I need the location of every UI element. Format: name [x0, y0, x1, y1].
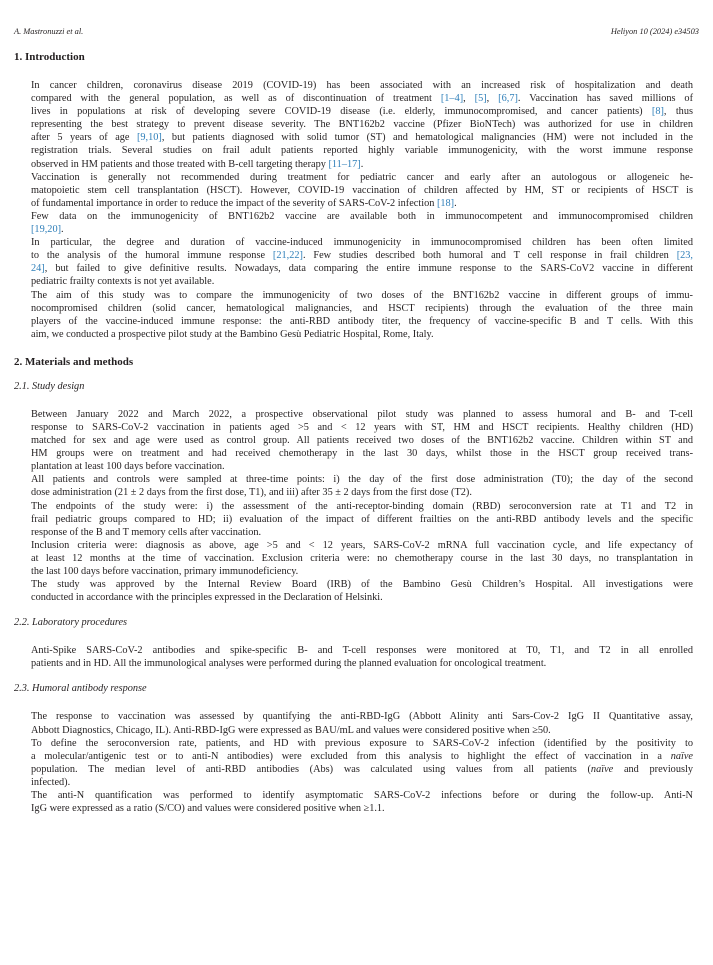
text-line: registration trials. Several studies on frail adult patients reported highly variable immunogenicity, with the worst immune response	[31, 145, 693, 157]
text-line: 24], but failed to give definitive results. Nowadays, data comparing the entire immune response to the SARS-CoV2 vaccine in different	[31, 263, 693, 275]
subsection-heading-study-design: 2.1. Study design	[14, 380, 85, 392]
text-line: compared with the general population, as well as of discontinuation of treatment [1–4], [5], [6,7]. Vaccination has saved millions of	[31, 93, 693, 105]
text-line: The anti-N quantification was performed to identify asymptomatic SARS-CoV-2 infections before or during the follow-up. Anti-N	[31, 790, 693, 802]
text-line: matopoietic stem cell transplantation (HSCT). However, COVID-19 vaccination of children affected by HM, ST or recipients of HSCT is	[31, 184, 693, 196]
text-line: a molecular/antigenic test or to anti-N antibodies) were excluded from this analysis to highlight the effect of vaccination in a naïve	[31, 750, 693, 762]
text-line: response to SARS-CoV-2 vaccination in patients aged >5 and < 12 years with ST, HM and HSCT recipients. Healthy children (HD)	[31, 421, 693, 433]
text-line: Few data on the immunogenicity of BNT162b2 vaccine are available both in immunocompetent and immunocompromised children	[31, 210, 693, 222]
text-line: patients and in HD. All the immunological analyses were performed during the planned evaluation for oncological treatment.	[31, 658, 547, 670]
text-line: response of the B and T memory cells after vaccination.	[31, 526, 262, 538]
text-line: dose administration (21 ± 2 days from the first dose, T1), and iii) after 35 ± 2 days from the first dose (T2).	[31, 487, 472, 499]
text-line: The study was approved by the Internal Review Board (IRB) of the Bambino Gesù Children’s Hospital. All investigations were	[31, 579, 693, 591]
text-line: Abbott Diagnostics, Chicago, IL). Anti-RBD-IgG were expressed as BAU/mL and values were considered positive when ≥50.	[31, 724, 551, 736]
running-header	[14, 27, 699, 39]
subsection-heading-humoral-antibody-response: 2.3. Humoral antibody response	[14, 683, 147, 695]
section-heading-methods: 2. Materials and methods	[14, 355, 134, 368]
design-paragraph-5	[14, 578, 693, 604]
subsection-heading-laboratory-procedures: 2.2. Laboratory procedures	[14, 617, 128, 629]
design-paragraph-1	[14, 408, 693, 473]
text-line: aim, we conducted a prospective pilot study at the Bambino Gesù Pediatric Hospital, Rome, Italy.	[31, 328, 434, 340]
text-line: In cancer children, coronavirus disease 2019 (COVID-19) has been associated with an increased risk of hospitalization and death	[31, 80, 693, 91]
design-paragraph-3	[14, 500, 693, 539]
text-line: lives in populations at risk of developing severe COVID-19 disease (i.e. elderly, immunocompromised, and cancer patients) [8], thus	[31, 106, 693, 118]
text-line: observed in HM patients and those treated with B-cell targeting therapy [11–17].	[31, 158, 364, 170]
text-line: All patients and controls were sampled at three-time points: i) the day of the first dose administration (T0); the day of the second	[31, 474, 693, 486]
design-paragraph-2	[14, 473, 693, 499]
running-header-authors: A. Mastronuzzi et al.	[14, 27, 84, 36]
text-line: Between January 2022 and March 2022, a prospective observational pilot study was planned to assess humoral and B- and T-cell	[31, 408, 693, 420]
intro-paragraph-3	[14, 210, 693, 236]
text-line: HM groups were on treatment and had received chemotherapy in the last 30 days, whilst those in the HSCT group received trans-	[31, 448, 693, 460]
text-line: In particular, the degree and duration of vaccine-induced immunogenicity in immunocompromised children has been often limited	[31, 237, 693, 249]
text-line: plantation at least 100 days before vaccination.	[31, 461, 225, 473]
text-line: The aim of this study was to compare the immunogenicity of two doses of the BNT162b2 vaccine in different groups of immu-	[31, 289, 693, 301]
text-line: Inclusion criteria were: diagnosis as above, age >5 and < 12 years, SARS-CoV-2 mRNA full vaccination cycle, and life expectancy of	[31, 539, 693, 551]
text-line: after 5 years of age [9,10], but patients diagnosed with solid tumor (ST) and hematological malignancies (HM) were not included in the	[31, 132, 693, 144]
text-line: The response to vaccination was assessed by quantifying the anti-RBD-IgG (Abbott Alinity anti Sars-Cov-2 IgG II Quantitative assay,	[31, 711, 693, 723]
humoral-paragraph-3	[14, 789, 693, 815]
section-heading-introduction: 1. Introduction	[14, 51, 85, 63]
text-line: to the analysis of the humoral immune response [21,22]. Few studies described both humoral and T cell response in frail children [23,	[31, 250, 693, 262]
article-body	[14, 49, 693, 815]
text-line: population. The median level of anti-RBD antibodies (Abs) was calculated using values from all patients (naïve and previously	[31, 763, 693, 775]
intro-paragraph-1	[14, 79, 693, 171]
lab-paragraph-1	[14, 644, 693, 670]
text-line: conducted in accordance with the principles expressed in the Declaration of Helsinki.	[31, 592, 383, 604]
text-line: matched for sex and age were used as control group. All patients received two doses of the BNT162b2 vaccine. Children within ST and	[31, 435, 693, 447]
text-line: pediatric frailty contexts is not yet available.	[31, 276, 215, 288]
text-line: IgG were expressed as a ratio (S/CO) and values were considered positive when ≥1.1.	[31, 803, 385, 815]
text-line: representing the best strategy to prevent disease severity. The BNT162b2 vaccine (Pfizer BioNTech) was authorized for use in children	[31, 119, 693, 131]
humoral-paragraph-2	[14, 737, 693, 789]
intro-paragraph-4	[14, 236, 693, 288]
text-line: infected).	[31, 776, 71, 788]
text-line: the last 100 days before vaccination, primary immunodeficiency.	[31, 566, 299, 577]
text-line: players of the vaccine-induced immune response: the anti-RBD antibody titer, the frequency of vaccine-specific B and T cells. With this	[31, 315, 693, 327]
text-line: Vaccination is generally not recommended during treatment for pediatric cancer and early after an autologous or allogeneic he-	[31, 171, 693, 183]
running-header-journal: Heliyon 10 (2024) e34503	[610, 27, 699, 36]
text-line: Anti-Spike SARS-CoV-2 antibodies and spike-specific B- and T-cell responses were monitored at T0, T1, and T2 in all enrolled	[31, 645, 693, 657]
intro-paragraph-2	[14, 171, 693, 210]
text-line: at least 12 months at the time of vaccination. Exclusion criteria were: no chemotherapy course in the last 30 days, no transplantation in	[31, 552, 693, 564]
humoral-paragraph-1	[14, 710, 693, 736]
text-line: nocompromised children (solid cancer, hematological malignancies, and HSCT recipients) through the evaluation of the three main	[31, 302, 693, 314]
text-line: The endpoints of the study were: i) the assessment of the anti-receptor-binding domain (RBD) seroconversion rate at T1 and T2 in	[31, 500, 693, 512]
text-line: To define the seroconversion rate, patients, and HD with previous exposure to SARS-CoV-2 infection (identified by the positivity to	[31, 737, 693, 749]
intro-paragraph-5	[14, 289, 693, 341]
text-line: of fundamental importance in order to reduce the impact of the severity of SARS-CoV-2 infection [18].	[31, 197, 457, 209]
text-line: frail pediatric groups compared to HD; ii) evaluation of the impact of different frailties on the anti-RBD antibody levels and the specific	[31, 513, 693, 525]
design-paragraph-4	[14, 539, 693, 578]
text-line: [19,20].	[31, 224, 64, 236]
